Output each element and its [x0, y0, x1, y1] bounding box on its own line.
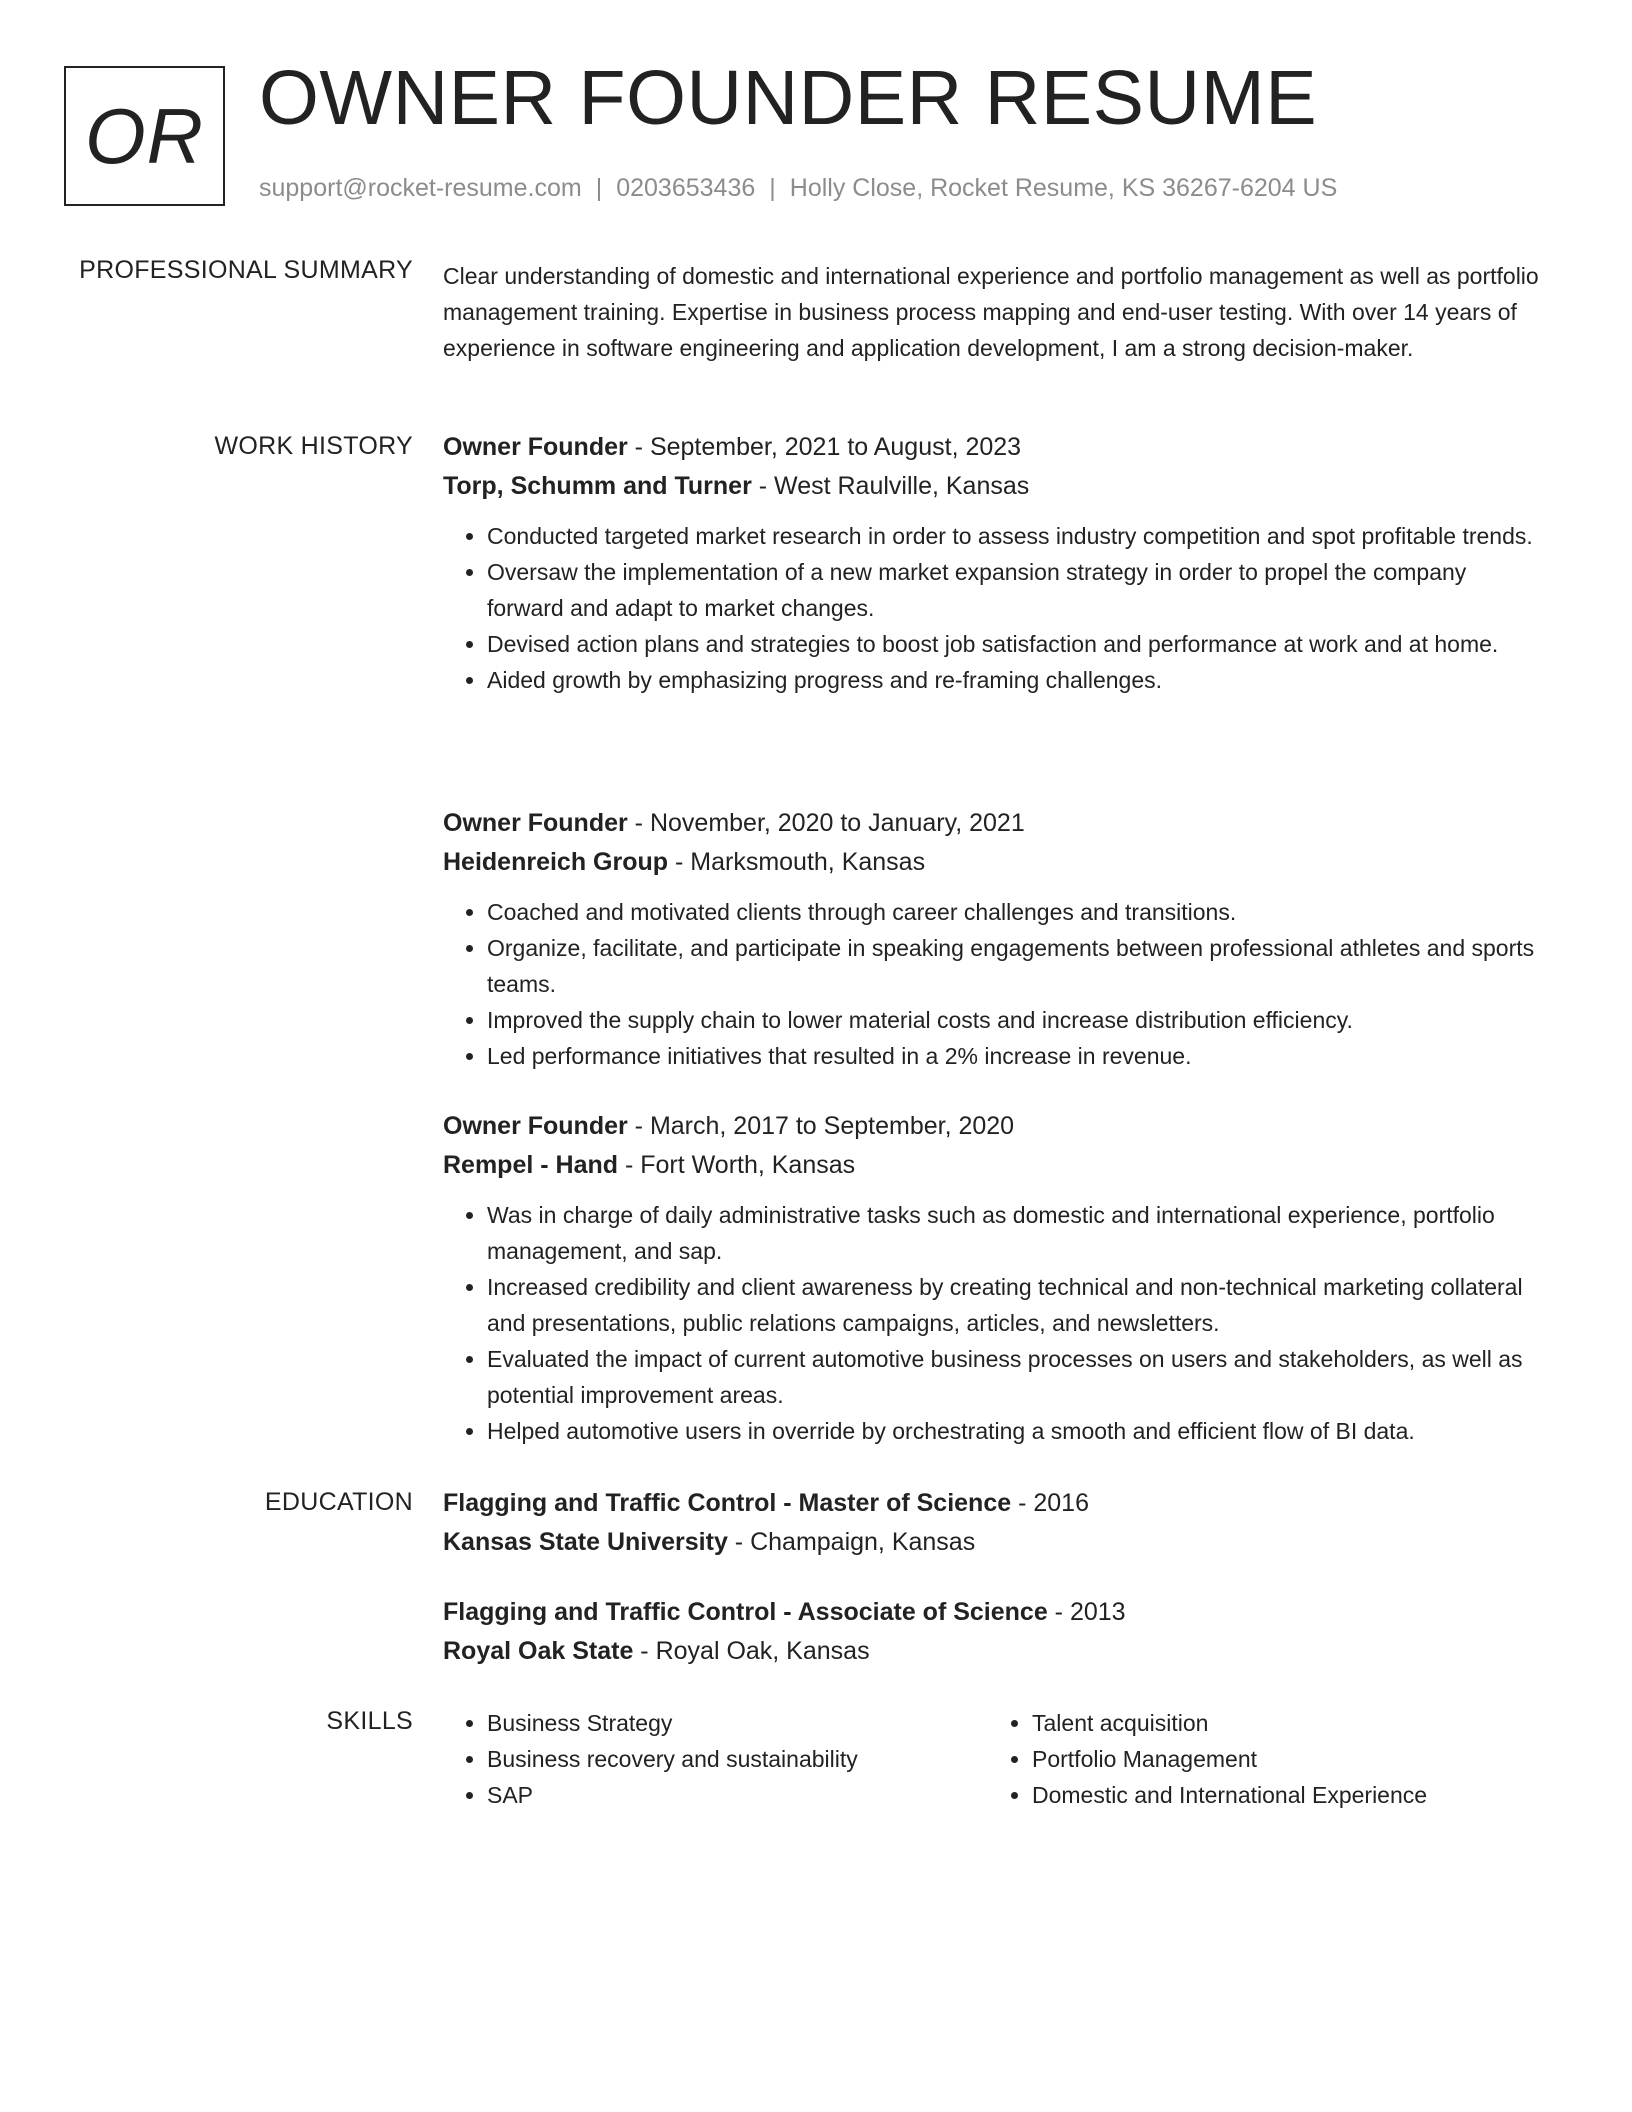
- job-title: Owner Founder: [443, 809, 628, 837]
- education-location: - Champaign, Kansas: [727, 1528, 976, 1556]
- job-title: Owner Founder: [443, 433, 628, 461]
- job-company: Heidenreich Group: [443, 848, 669, 876]
- section-label-summary: PROFESSIONAL SUMMARY: [79, 256, 413, 284]
- job-bullet: • Coached and motivated clients through career challenges and transitions.: [487, 894, 1543, 930]
- education-entry: [443, 1484, 1543, 1562]
- job-title-line: [443, 804, 1543, 843]
- job-bullet: • Conducted targeted market research in order to assess industry competition and spot profitable trends.: [487, 518, 1543, 554]
- section-label-work-history: WORK HISTORY: [214, 432, 413, 460]
- job-bullet: • Aided growth by emphasizing progress and re-framing challenges.: [487, 662, 1543, 698]
- job-title: Owner Founder: [443, 1112, 628, 1140]
- education-entry: [443, 1593, 1543, 1671]
- skill-item: • Portfolio Management: [1032, 1741, 1533, 1777]
- job-entry: [443, 804, 1543, 1074]
- job-company-line: [443, 843, 1543, 882]
- job-bullet: • Evaluated the impact of current automotive business processes on users and stakeholders, as well as potential improvement areas.: [487, 1341, 1543, 1413]
- contact-address: Holly Close, Rocket Resume, KS 36267-6204 US: [789, 174, 1338, 202]
- education-degree-line: [443, 1593, 1543, 1632]
- job-bullet: • Increased credibility and client awareness by creating technical and non-technical marketing collateral and presentations, public relations campaigns, articles, and newsletters.: [487, 1269, 1543, 1341]
- education-school: Royal Oak State: [443, 1637, 634, 1665]
- contact-phone: 0203653436: [616, 174, 756, 202]
- education-degree: Flagging and Traffic Control - Master of Science: [443, 1489, 1012, 1517]
- skill-item: • SAP: [487, 1777, 988, 1813]
- job-title-line: [443, 1107, 1543, 1146]
- resume-title: OWNER FOUNDER RESUME: [259, 55, 1318, 141]
- education-school-line: [443, 1523, 1543, 1562]
- job-dates: - November, 2020 to January, 2021: [627, 809, 1025, 837]
- skill-item: • Business Strategy: [487, 1705, 988, 1741]
- education-degree: Flagging and Traffic Control - Associate of Science: [443, 1598, 1048, 1626]
- job-bullet: • Organize, facilitate, and participate in speaking engagements between professional athletes and sports teams.: [487, 930, 1543, 1002]
- skill-item: • Domestic and International Experience: [1032, 1777, 1533, 1813]
- section-label-skills: SKILLS: [326, 1707, 413, 1735]
- job-bullet: • Was in charge of daily administrative tasks such as domestic and international experience, portfolio management, and sap.: [487, 1197, 1543, 1269]
- summary-text: Clear understanding of domestic and international experience and portfolio management as well as portfolio management training. Expertise in business process mapping and end-user testing. With over 14 years of experience in software engineering and application development, I am a strong decision-maker.: [443, 263, 1539, 361]
- job-location: - West Raulville, Kansas: [751, 472, 1030, 500]
- job-company: Torp, Schumm and Turner: [443, 472, 752, 500]
- education-year: - 2016: [1011, 1489, 1089, 1517]
- education-school-line: [443, 1632, 1543, 1671]
- section-label-education: EDUCATION: [264, 1488, 413, 1516]
- job-title-line: [443, 428, 1543, 467]
- skills-columns: [443, 1705, 1543, 1813]
- education-school: Kansas State University: [443, 1528, 728, 1556]
- contact-email: support@rocket-resume.com: [259, 174, 582, 202]
- education-degree-line: [443, 1484, 1543, 1523]
- job-entry: [443, 1107, 1543, 1449]
- job-bullet: • Improved the supply chain to lower material costs and increase distribution efficiency.: [487, 1002, 1543, 1038]
- skill-item: • Business recovery and sustainability: [487, 1741, 988, 1777]
- job-company-line: [443, 1146, 1543, 1185]
- job-bullets: [443, 518, 1543, 698]
- job-bullets: [443, 1197, 1543, 1449]
- job-company-line: [443, 467, 1543, 506]
- monogram-badge: OR: [64, 66, 225, 206]
- skills-column-left: [443, 1705, 988, 1813]
- job-location: - Marksmouth, Kansas: [668, 848, 926, 876]
- skills-column-right: [988, 1705, 1533, 1813]
- job-entry: [443, 428, 1543, 698]
- job-bullet: • Devised action plans and strategies to boost job satisfaction and performance at work and at home.: [487, 626, 1543, 662]
- education-location: - Royal Oak, Kansas: [633, 1637, 870, 1665]
- skill-item: • Talent acquisition: [1032, 1705, 1533, 1741]
- job-dates: - March, 2017 to September, 2020: [627, 1112, 1015, 1140]
- job-bullet: • Oversaw the implementation of a new market expansion strategy in order to propel the company forward and adapt to market changes.: [487, 554, 1543, 626]
- contact-separator: |: [595, 174, 603, 202]
- job-location: - Fort Worth, Kansas: [618, 1151, 856, 1179]
- job-bullets: [443, 894, 1543, 1074]
- contact-line: [259, 174, 1337, 203]
- contact-separator: |: [769, 174, 776, 202]
- job-bullet: • Helped automotive users in override by orchestrating a smooth and efficient flow of BI data.: [487, 1413, 1543, 1449]
- job-bullet: • Led performance initiatives that resulted in a 2% increase in revenue.: [487, 1038, 1543, 1074]
- job-company: Rempel - Hand: [443, 1151, 619, 1179]
- education-year: - 2013: [1047, 1598, 1126, 1626]
- job-dates: - September, 2021 to August, 2023: [627, 433, 1022, 461]
